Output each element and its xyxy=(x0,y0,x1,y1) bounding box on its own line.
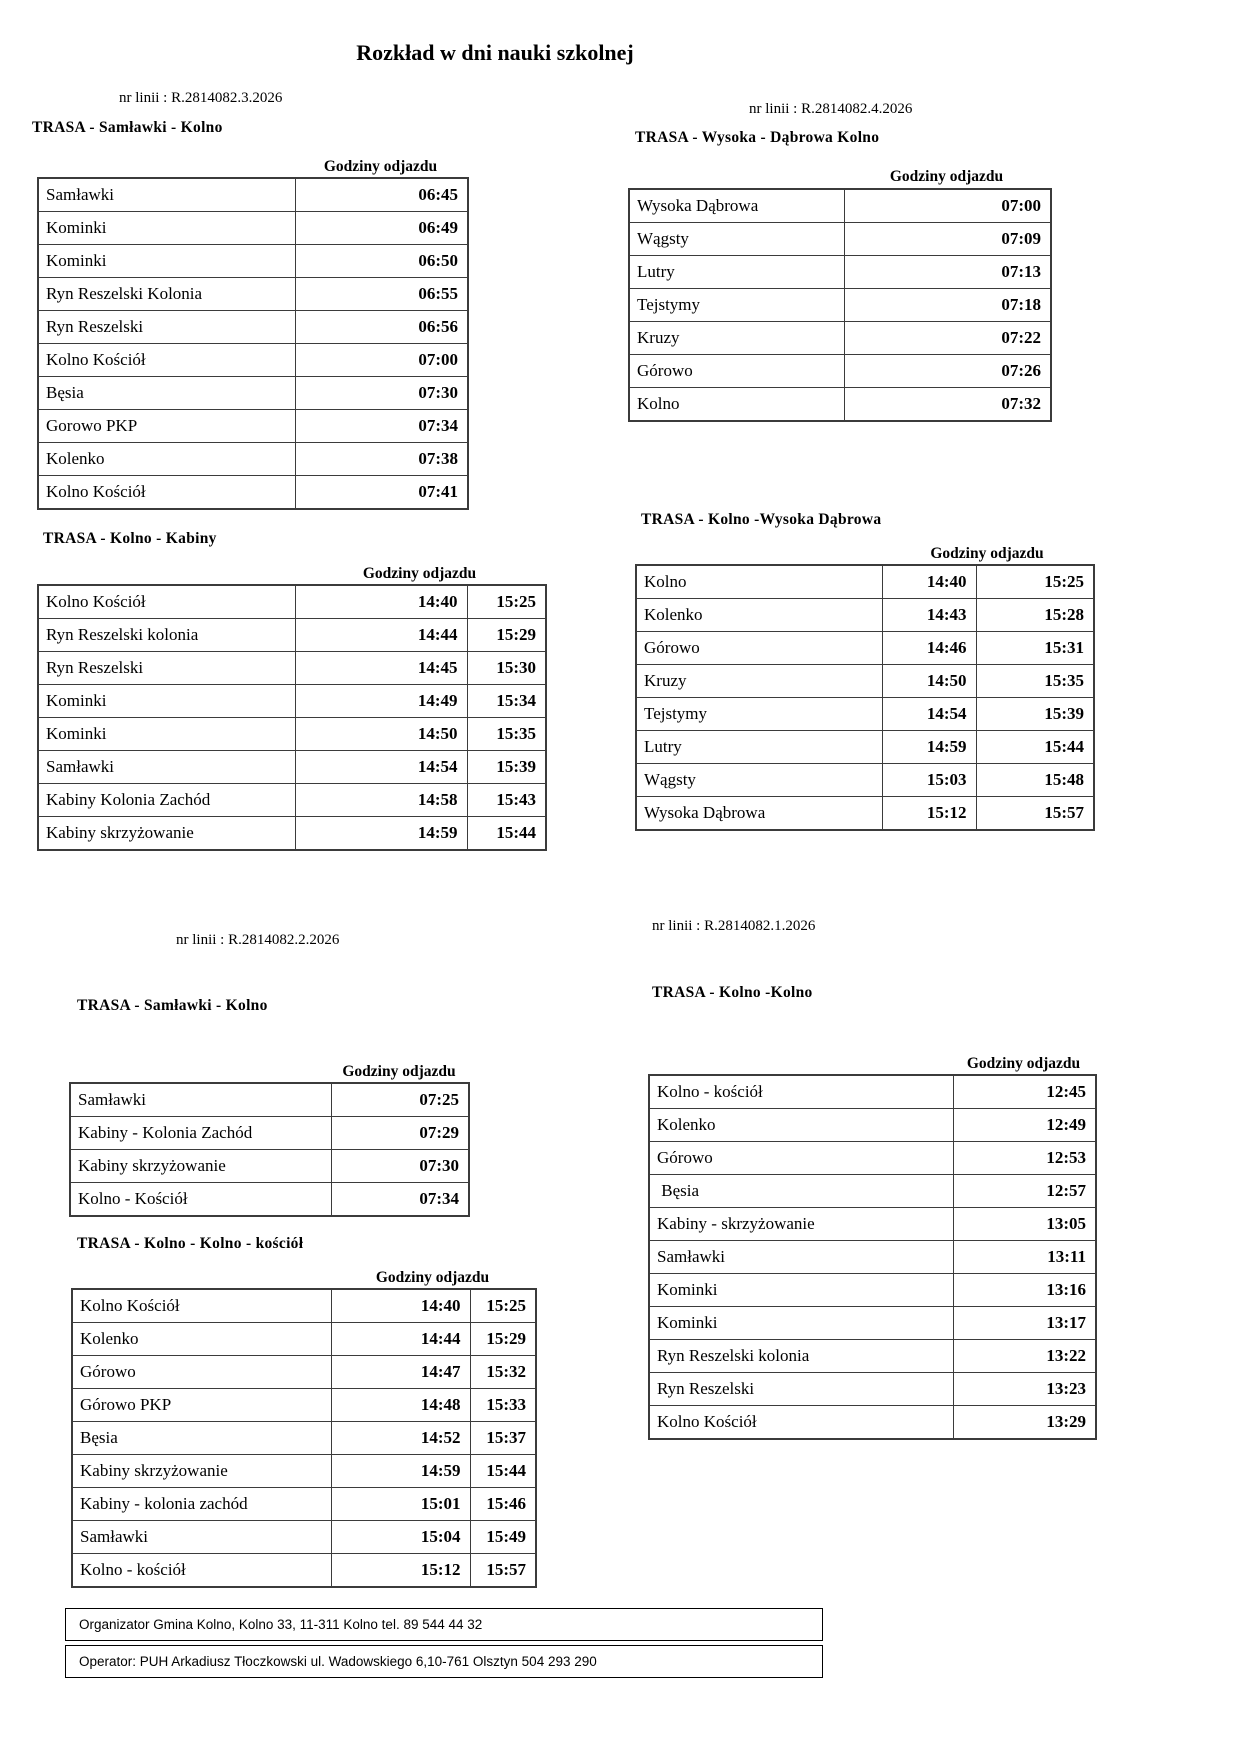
page-title: Rozkład w dni nauki szkolnej xyxy=(356,40,634,65)
table-row xyxy=(38,178,468,212)
departure-time-cell: 15:25 xyxy=(976,565,1094,599)
stop-name-cell: Kabiny - skrzyżowanie xyxy=(649,1208,953,1241)
table-row xyxy=(649,1075,1096,1109)
departure-time-cell: 15:46 xyxy=(470,1488,536,1521)
departure-time-cell: 15:12 xyxy=(331,1554,470,1588)
table-row xyxy=(72,1488,536,1521)
stop-name-cell: Kolno Kościół xyxy=(38,476,295,510)
departure-time-cell: 14:46 xyxy=(882,632,976,665)
stop-name-cell: Górowo PKP xyxy=(72,1389,331,1422)
route-title-kolno-kolno: TRASA - Kolno -Kolno xyxy=(652,984,813,1001)
table-row xyxy=(629,189,1051,223)
timetable-samlawki-kolno-2 xyxy=(69,1082,470,1217)
departure-time-cell: 15:28 xyxy=(976,599,1094,632)
stop-name-cell: Lutry xyxy=(636,731,882,764)
stop-name-cell: Samławki xyxy=(70,1083,331,1117)
line-number-3: nr linii : R.2814082.3.2026 xyxy=(119,90,283,106)
departure-time-cell: 14:50 xyxy=(295,718,467,751)
stop-name-cell: Kolno Kościół xyxy=(38,585,295,619)
table-row xyxy=(649,1274,1096,1307)
stop-name-cell: Górowo xyxy=(72,1356,331,1389)
table-row xyxy=(38,344,468,377)
departure-time-cell: 14:40 xyxy=(295,585,467,619)
stop-name-cell: Kolenko xyxy=(72,1323,331,1356)
stop-name-cell: Ryn Reszelski xyxy=(649,1373,953,1406)
table-row xyxy=(629,256,1051,289)
departure-time-cell: 07:25 xyxy=(331,1083,469,1117)
departure-time-cell: 07:26 xyxy=(844,355,1051,388)
table-row xyxy=(38,245,468,278)
timetable-kolno-kabiny xyxy=(37,584,547,851)
stop-name-cell: Górowo xyxy=(649,1142,953,1175)
timetable-kolno-kolno xyxy=(648,1074,1097,1440)
table-row xyxy=(72,1521,536,1554)
table-row xyxy=(72,1289,536,1323)
stop-name-cell: Gorowo PKP xyxy=(38,410,295,443)
stop-name-cell: Kolno xyxy=(636,565,882,599)
departure-header: Godziny odjazdu xyxy=(930,545,1044,562)
stop-name-cell: Kabiny - Kolonia Zachód xyxy=(70,1117,331,1150)
departure-header: Godziny odjazdu xyxy=(362,565,477,582)
table-row xyxy=(629,355,1051,388)
departure-time-cell: 07:18 xyxy=(844,289,1051,322)
departure-time-cell: 13:22 xyxy=(953,1340,1096,1373)
stop-name-cell: Kolno Kościół xyxy=(649,1406,953,1440)
stop-name-cell: Kolno xyxy=(629,388,844,422)
stop-name-cell: Kabiny skrzyżowanie xyxy=(72,1455,331,1488)
departure-time-cell: 07:09 xyxy=(844,223,1051,256)
departure-time-cell: 14:50 xyxy=(882,665,976,698)
departure-time-cell: 07:41 xyxy=(295,476,468,510)
departure-time-cell: 14:54 xyxy=(882,698,976,731)
table-row xyxy=(649,1307,1096,1340)
departure-time-cell: 15:01 xyxy=(331,1488,470,1521)
table-row xyxy=(38,410,468,443)
table-row xyxy=(629,223,1051,256)
departure-time-cell: 14:48 xyxy=(331,1389,470,1422)
line-number-4: nr linii : R.2814082.4.2026 xyxy=(749,101,913,117)
stop-name-cell: Bęsia xyxy=(38,377,295,410)
stop-name-cell: Ryn Reszelski Kolonia xyxy=(38,278,295,311)
route-title-kolno-wysoka-dabrowa: TRASA - Kolno -Wysoka Dąbrowa xyxy=(641,511,882,528)
stop-name-cell: Ryn Reszelski xyxy=(38,311,295,344)
table-row xyxy=(38,718,546,751)
stop-name-cell: Górowo xyxy=(636,632,882,665)
departure-time-cell: 15:44 xyxy=(470,1455,536,1488)
departure-time-cell: 15:30 xyxy=(467,652,546,685)
departure-time-cell: 07:22 xyxy=(844,322,1051,355)
stop-name-cell: Kabiny skrzyżowanie xyxy=(38,817,295,851)
timetable-kolno-wysoka-dabrowa xyxy=(635,564,1095,831)
departure-time-cell: 06:49 xyxy=(295,212,468,245)
footer-organizer-box xyxy=(65,1608,823,1641)
table-row xyxy=(629,289,1051,322)
departure-time-cell: 14:43 xyxy=(882,599,976,632)
departure-time-cell: 06:50 xyxy=(295,245,468,278)
route-title-samlawki-kolno-morning: TRASA - Samławki - Kolno xyxy=(32,119,223,136)
stop-name-cell: Górowo xyxy=(629,355,844,388)
table-row xyxy=(70,1083,469,1117)
table-row xyxy=(70,1183,469,1217)
stop-name-cell: Samławki xyxy=(72,1521,331,1554)
departure-time-cell: 12:57 xyxy=(953,1175,1096,1208)
departure-time-cell: 07:29 xyxy=(331,1117,469,1150)
footer-operator-box xyxy=(65,1645,823,1678)
stop-name-cell: Kolno Kościół xyxy=(72,1289,331,1323)
stop-name-cell: Kabiny Kolonia Zachód xyxy=(38,784,295,817)
table-row xyxy=(72,1554,536,1588)
stop-name-cell: Kolenko xyxy=(649,1109,953,1142)
timetable-wysoka-dabrowa-kolno xyxy=(628,188,1052,422)
table-row xyxy=(636,731,1094,764)
departure-time-cell: 15:49 xyxy=(470,1521,536,1554)
stop-name-cell: Kabiny skrzyżowanie xyxy=(70,1150,331,1183)
table-row xyxy=(70,1150,469,1183)
stop-name-cell: Wysoka Dąbrowa xyxy=(636,797,882,831)
stop-name-cell: Kabiny - kolonia zachód xyxy=(72,1488,331,1521)
departure-time-cell: 14:47 xyxy=(331,1356,470,1389)
stop-name-cell: Kolno Kościół xyxy=(38,344,295,377)
departure-time-cell: 14:58 xyxy=(295,784,467,817)
table-row xyxy=(38,652,546,685)
departure-time-cell: 12:45 xyxy=(953,1075,1096,1109)
stop-name-cell: Kominki xyxy=(38,245,295,278)
table-row xyxy=(38,619,546,652)
stop-name-cell: Kolno - kościół xyxy=(72,1554,331,1588)
table-row xyxy=(38,817,546,851)
departure-time-cell: 15:44 xyxy=(976,731,1094,764)
table-row xyxy=(72,1455,536,1488)
departure-time-cell: 14:59 xyxy=(882,731,976,764)
stop-name-cell: Kolno - Kościół xyxy=(70,1183,331,1217)
stop-name-cell: Tejstymy xyxy=(629,289,844,322)
footer-operator-text: Operator: PUH Arkadiusz Tłoczkowski ul. Wadowskiego 6,10-761 Olsztyn 504 293 290 xyxy=(79,1654,597,1669)
line-number-2: nr linii : R.2814082.2.2026 xyxy=(176,932,340,948)
table-row xyxy=(649,1241,1096,1274)
table-row xyxy=(70,1117,469,1150)
stop-name-cell: Kolenko xyxy=(636,599,882,632)
departure-time-cell: 14:44 xyxy=(331,1323,470,1356)
departure-time-cell: 07:00 xyxy=(295,344,468,377)
departure-header: Godziny odjazdu xyxy=(966,1055,1081,1072)
departure-time-cell: 06:56 xyxy=(295,311,468,344)
route-title-kolno-kabiny: TRASA - Kolno - Kabiny xyxy=(43,530,217,547)
table-row xyxy=(636,565,1094,599)
stop-name-cell: Kolno - kościół xyxy=(649,1075,953,1109)
departure-time-cell: 14:40 xyxy=(882,565,976,599)
table-row xyxy=(636,698,1094,731)
departure-time-cell: 15:12 xyxy=(882,797,976,831)
table-row xyxy=(38,278,468,311)
departure-time-cell: 15:25 xyxy=(467,585,546,619)
line-number-1: nr linii : R.2814082.1.2026 xyxy=(652,918,816,934)
stop-name-cell: Ryn Reszelski kolonia xyxy=(649,1340,953,1373)
departure-time-cell: 07:30 xyxy=(295,377,468,410)
departure-time-cell: 15:31 xyxy=(976,632,1094,665)
departure-time-cell: 14:40 xyxy=(331,1289,470,1323)
departure-header: Godziny odjazdu xyxy=(323,158,438,175)
departure-time-cell: 13:11 xyxy=(953,1241,1096,1274)
table-row xyxy=(649,1109,1096,1142)
stop-name-cell: Kominki xyxy=(649,1307,953,1340)
table-row xyxy=(636,665,1094,698)
table-row xyxy=(649,1406,1096,1440)
departure-time-cell: 15:32 xyxy=(470,1356,536,1389)
table-row xyxy=(649,1142,1096,1175)
stop-name-cell: Wysoka Dąbrowa xyxy=(629,189,844,223)
departure-time-cell: 15:43 xyxy=(467,784,546,817)
table-row xyxy=(38,685,546,718)
departure-time-cell: 14:54 xyxy=(295,751,467,784)
departure-time-cell: 15:35 xyxy=(467,718,546,751)
table-row xyxy=(38,476,468,510)
table-row xyxy=(72,1422,536,1455)
table-row xyxy=(649,1373,1096,1406)
stop-name-cell: Wągsty xyxy=(636,764,882,797)
departure-time-cell: 07:34 xyxy=(295,410,468,443)
departure-header: Godziny odjazdu xyxy=(889,168,1004,185)
table-row xyxy=(38,311,468,344)
departure-time-cell: 15:29 xyxy=(467,619,546,652)
footer-organizer-text: Organizator Gmina Kolno, Kolno 33, 11-311 Kolno tel. 89 544 44 32 xyxy=(79,1617,483,1632)
table-row xyxy=(72,1389,536,1422)
stop-name-cell: Kruzy xyxy=(636,665,882,698)
departure-header: Godziny odjazdu xyxy=(375,1269,490,1286)
stop-name-cell: Kominki xyxy=(38,685,295,718)
table-row xyxy=(636,632,1094,665)
table-row xyxy=(38,377,468,410)
departure-time-cell: 14:52 xyxy=(331,1422,470,1455)
departure-time-cell: 15:34 xyxy=(467,685,546,718)
table-row xyxy=(649,1340,1096,1373)
table-row xyxy=(38,443,468,476)
timetable-samlawki-kolno-morning xyxy=(37,177,469,510)
table-row xyxy=(38,751,546,784)
departure-time-cell: 13:05 xyxy=(953,1208,1096,1241)
table-row xyxy=(72,1323,536,1356)
route-title-wysoka-dabrowa-kolno: TRASA - Wysoka - Dąbrowa Kolno xyxy=(635,129,880,146)
table-row xyxy=(629,388,1051,422)
departure-time-cell: 15:25 xyxy=(470,1289,536,1323)
departure-time-cell: 15:57 xyxy=(470,1554,536,1588)
stop-name-cell: Samławki xyxy=(38,751,295,784)
stop-name-cell: Samławki xyxy=(649,1241,953,1274)
route-title-kolno-kolno-kosciol: TRASA - Kolno - Kolno - kościół xyxy=(77,1235,304,1252)
departure-time-cell: 14:44 xyxy=(295,619,467,652)
departure-time-cell: 07:32 xyxy=(844,388,1051,422)
stop-name-cell: Samławki xyxy=(38,178,295,212)
stop-name-cell: Wągsty xyxy=(629,223,844,256)
stop-name-cell: Kominki xyxy=(38,718,295,751)
table-row xyxy=(629,322,1051,355)
stop-name-cell: Kolenko xyxy=(38,443,295,476)
departure-time-cell: 14:49 xyxy=(295,685,467,718)
departure-time-cell: 15:35 xyxy=(976,665,1094,698)
route-title-samlawki-kolno-2: TRASA - Samławki - Kolno xyxy=(77,997,268,1014)
departure-header: Godziny odjazdu xyxy=(342,1063,456,1080)
departure-time-cell: 13:17 xyxy=(953,1307,1096,1340)
departure-time-cell: 06:55 xyxy=(295,278,468,311)
departure-time-cell: 12:49 xyxy=(953,1109,1096,1142)
timetable-kolno-kolno-kosciol xyxy=(71,1288,537,1588)
departure-time-cell: 15:39 xyxy=(976,698,1094,731)
departure-time-cell: 14:59 xyxy=(295,817,467,851)
departure-time-cell: 15:03 xyxy=(882,764,976,797)
stop-name-cell: Kominki xyxy=(649,1274,953,1307)
departure-time-cell: 14:45 xyxy=(295,652,467,685)
table-row xyxy=(636,797,1094,831)
departure-time-cell: 13:29 xyxy=(953,1406,1096,1440)
table-row xyxy=(636,599,1094,632)
departure-time-cell: 06:45 xyxy=(295,178,468,212)
stop-name-cell: Tejstymy xyxy=(636,698,882,731)
departure-time-cell: 15:57 xyxy=(976,797,1094,831)
table-row xyxy=(636,764,1094,797)
stop-name-cell: Lutry xyxy=(629,256,844,289)
table-row xyxy=(38,212,468,245)
departure-time-cell: 15:37 xyxy=(470,1422,536,1455)
departure-time-cell: 13:23 xyxy=(953,1373,1096,1406)
table-row xyxy=(38,585,546,619)
departure-time-cell: 13:16 xyxy=(953,1274,1096,1307)
departure-time-cell: 15:33 xyxy=(470,1389,536,1422)
stop-name-cell: Bęsia xyxy=(649,1175,953,1208)
stop-name-cell: Ryn Reszelski xyxy=(38,652,295,685)
table-row xyxy=(649,1208,1096,1241)
departure-time-cell: 07:34 xyxy=(331,1183,469,1217)
table-row xyxy=(72,1356,536,1389)
departure-time-cell: 12:53 xyxy=(953,1142,1096,1175)
departure-time-cell: 07:00 xyxy=(844,189,1051,223)
departure-time-cell: 15:39 xyxy=(467,751,546,784)
departure-time-cell: 07:30 xyxy=(331,1150,469,1183)
departure-time-cell: 07:13 xyxy=(844,256,1051,289)
stop-name-cell: Kominki xyxy=(38,212,295,245)
table-row xyxy=(649,1175,1096,1208)
stop-name-cell: Kruzy xyxy=(629,322,844,355)
departure-time-cell: 15:04 xyxy=(331,1521,470,1554)
departure-time-cell: 15:44 xyxy=(467,817,546,851)
departure-time-cell: 15:48 xyxy=(976,764,1094,797)
stop-name-cell: Bęsia xyxy=(72,1422,331,1455)
departure-time-cell: 14:59 xyxy=(331,1455,470,1488)
departure-time-cell: 07:38 xyxy=(295,443,468,476)
departure-time-cell: 15:29 xyxy=(470,1323,536,1356)
stop-name-cell: Ryn Reszelski kolonia xyxy=(38,619,295,652)
table-row xyxy=(38,784,546,817)
